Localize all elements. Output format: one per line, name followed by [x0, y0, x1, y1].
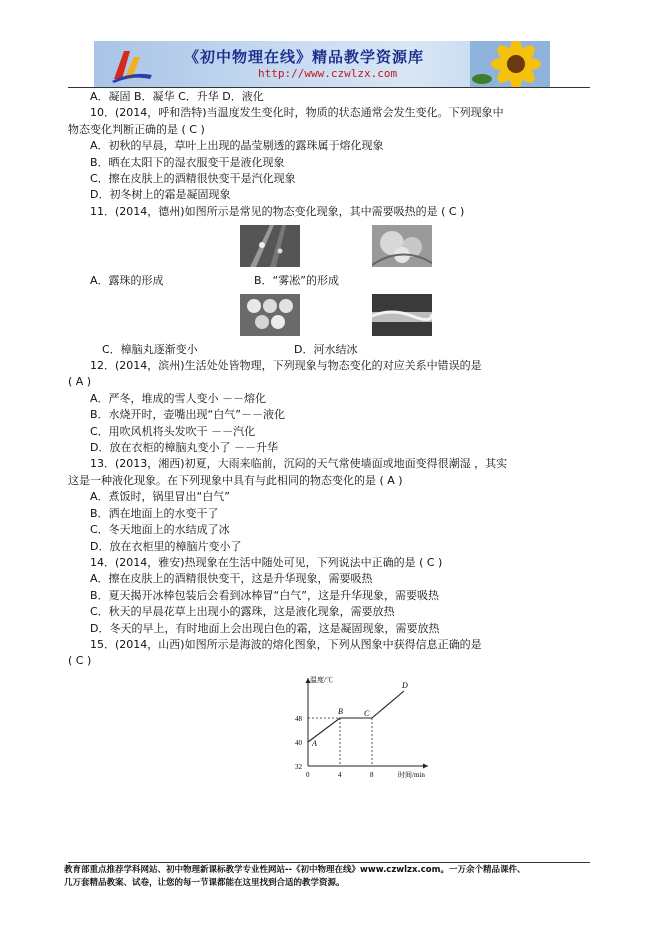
q13-option-c: C．冬天地面上的水结成了冰 [90, 523, 230, 537]
footer [64, 864, 604, 890]
q14-option-c: C．秋天的早晨花草上出现小的露珠，这是液化现象，需要放热 [90, 605, 395, 619]
site-logo-icon [110, 45, 154, 83]
q10-option-a: A．初秋的早晨，草叶上出现的晶莹剔透的露珠属于熔化现象 [90, 139, 384, 153]
q11-option-b: B．“雾凇”的形成 [254, 274, 339, 288]
y-tick-label: 40 [295, 738, 302, 747]
q11-option-d: D．河水结冰 [294, 342, 358, 356]
q12-option-a: A．严冬，堆成的雪人变小 －－熔化 [90, 391, 267, 405]
q12-option-b: B．水烧开时，壶嘴出现“白气”－－液化 [90, 408, 285, 422]
q14-option-b: B．夏天揭开冰棒包装后会看到冰棒冒“白气”，这是升华现象，需要吸热 [90, 588, 439, 602]
header-rule [68, 87, 590, 88]
x-axis-label: 时间/min [398, 770, 425, 779]
dew-photo [240, 225, 300, 267]
q13-stem-cont: 这是一种液化现象。在下列现象中具有与此相同的物态变化的是 ( A ) [68, 473, 403, 487]
point-label-C: C [364, 708, 370, 718]
y-tick-label: 48 [295, 714, 302, 723]
q10-stem: 10．(2014，呼和浩特)当温度发生变化时，物质的状态通常会发生变化。下列现象中 [90, 106, 504, 120]
q15-stem: 15．(2014，山西)如图所示是海波的熔化图象，下列从图象中获得信息正确的是 [90, 637, 482, 651]
q13-option-a: A．煮饭时，锅里冒出“白气” [90, 490, 230, 504]
point-label-B: B [338, 706, 343, 716]
footer-rule [68, 862, 590, 863]
q12-stem: 12．(2014，滨州)生活处处皆物理，下列现象与物态变化的对应关系中错误的是 [90, 359, 482, 373]
q15-stem-cont: ( C ) [68, 654, 92, 668]
rime-photo [372, 225, 432, 267]
q13-option-d: D．放在衣柜里的樟脑片变小了 [90, 539, 242, 553]
q10-option-c: C．擦在皮肤上的酒精很快变干是汽化现象 [90, 172, 296, 186]
footer-line-1: 教育部重点推荐学科网站、初中物理新课标教学专业性网站--《初中物理在线》www.czwlzx.com。一万余个精品课件、 [64, 865, 526, 875]
q12-option-d: D．放在衣柜的樟脑丸变小了 －－升华 [90, 441, 278, 455]
y-tick-label: 32 [295, 762, 302, 771]
frozen-river-photo [372, 294, 432, 336]
q12-option-c: C．用吹风机将头发吹干 －－汽化 [90, 424, 256, 438]
q11-photo-row-2 [68, 294, 590, 340]
q11-option-c: C．樟脑丸逐渐变小 [102, 342, 198, 356]
banner-title: 《初中物理在线》精品教学资源库 [184, 48, 425, 66]
q10-option-b: B．晒在太阳下的湿衣服变干是液化现象 [90, 155, 285, 169]
q9-options: A．凝固 B．凝华 C．升华 D．液化 [90, 90, 264, 103]
q11-stem: 11．(2014，德州)如图所示是常见的物态变化现象，其中需要吸热的是 ( C ) [90, 204, 465, 218]
q13-stem: 13．(2013，湘西)初夏，大雨来临前，沉闷的天气常使墙面或地面变得很潮湿 ，其实 [90, 457, 508, 471]
point-label-D: D [402, 680, 408, 690]
point-label-A: A [312, 738, 317, 748]
q14-option-a: A．擦在皮肤上的酒精很快变干，这是升华现象，需要吸热 [90, 572, 373, 586]
q13-option-b: B．洒在地面上的水变干了 [90, 506, 219, 520]
x-tick-label: 8 [370, 770, 374, 779]
banner-url[interactable]: http://www.czwlzx.com [258, 67, 398, 80]
mothball-photo [240, 294, 300, 336]
q11-option-a: A．露珠的形成 [90, 274, 164, 288]
document-body [68, 89, 590, 780]
footer-line-2: 几万套精品教案、试卷，让您的每一节课都能在这里找到合适的教学资源。 [64, 878, 345, 888]
melting-curve [308, 691, 404, 742]
x-tick-label: 0 [306, 770, 310, 779]
q10-stem-cont: 物态变化判断正确的是 ( C ) [68, 122, 205, 136]
melting-chart-wrap [68, 670, 590, 780]
melting-chart [278, 670, 438, 780]
header-banner [94, 41, 550, 87]
q11-options-cd [68, 342, 590, 358]
q14-option-d: D．冬天的早上，有时地面上会出现白色的霜，这是凝固现象，需要放热 [90, 621, 440, 635]
y-axis-label: 温度/℃ [310, 675, 333, 684]
q11-photo-row-1 [68, 225, 590, 271]
q14-stem: 14．(2014，雅安)热现象在生活中随处可见，下列说法中正确的是 ( C ) [90, 555, 443, 569]
sunflower-icon [470, 41, 550, 87]
x-axis-arrow [423, 763, 428, 768]
q12-stem-cont: ( A ) [68, 375, 92, 389]
q10-option-d: D．初冬树上的霜是凝固现象 [90, 188, 231, 202]
q11-options-ab [68, 273, 590, 289]
x-tick-label: 4 [338, 770, 342, 779]
